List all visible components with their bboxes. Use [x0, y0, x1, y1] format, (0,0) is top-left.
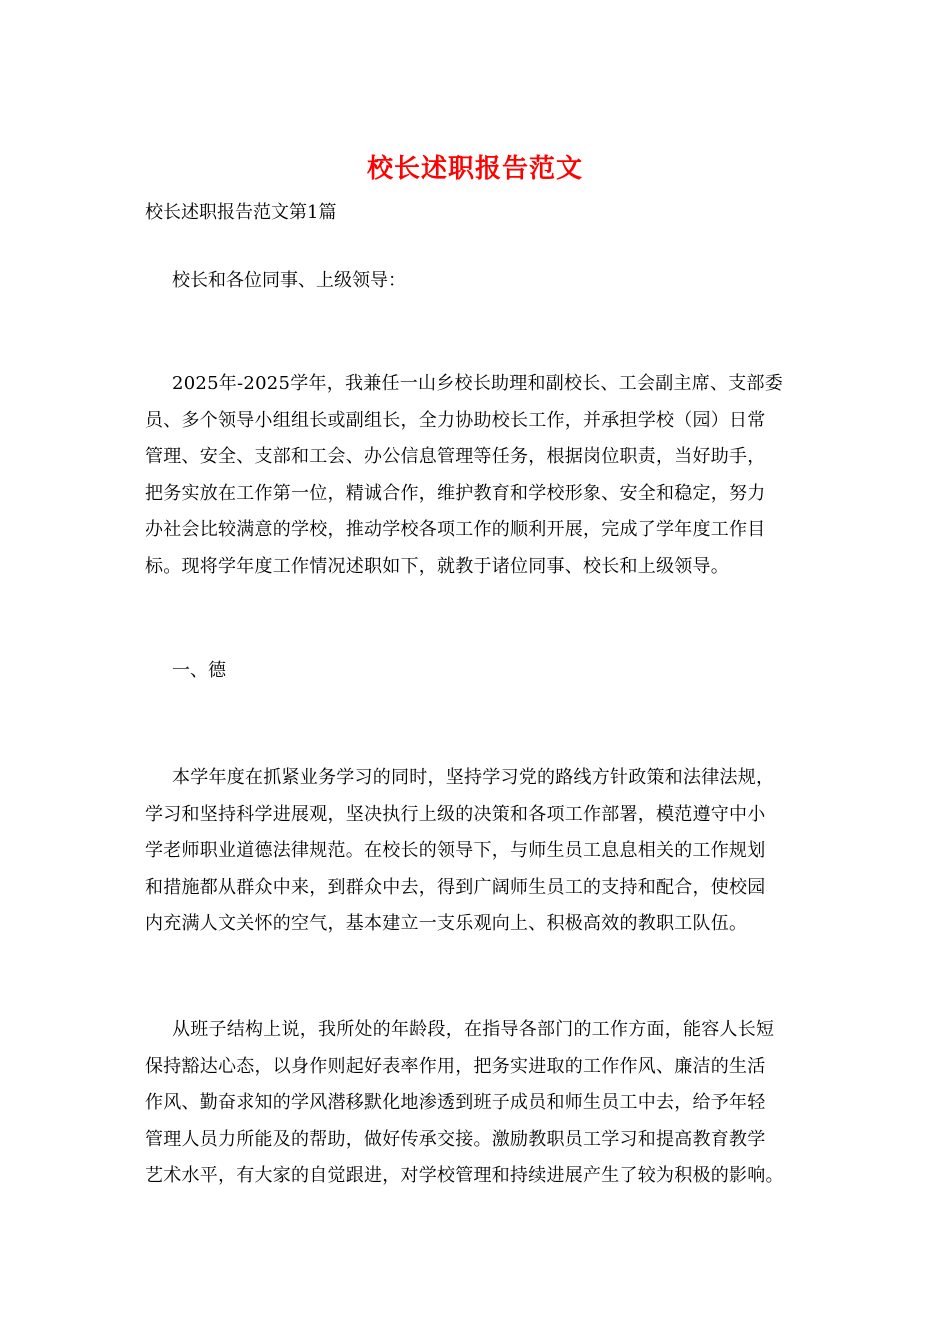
- section-heading: 一、德: [172, 660, 226, 681]
- paragraph-line: 从班子结构上说，我所处的年龄段，在指导各部门的工作方面，能容人长短: [172, 1019, 775, 1040]
- paragraph-line: 艺术水平，有大家的自觉跟进，对学校管理和持续进展产生了较为积极的影响。: [145, 1165, 784, 1186]
- paragraph-line: 2025年-2025学年，我兼任一山乡校长助理和副校长、工会副主席、支部委: [172, 373, 783, 394]
- paragraph-line: 办社会比较满意的学校，推动学校各项工作的顺利开展，完成了学年度工作目: [145, 519, 766, 540]
- paragraph-line: 和措施都从群众中来，到群众中去，得到广阔师生员工的支持和配合，使校园: [145, 876, 766, 898]
- paragraph-line: 把务实放在工作第一位，精诚合作，维护教育和学校形象、安全和稳定，努力: [145, 482, 766, 504]
- paragraph-line: 标。现将学年度工作情况述职如下，就教于诸位同事、校长和上级领导。: [145, 555, 729, 577]
- greeting-line: 校长和各位同事、上级领导：: [172, 270, 406, 291]
- paragraph-3: [145, 1012, 810, 1195]
- document-title: 校长述职报告范文: [366, 154, 583, 184]
- paragraph-1: [145, 366, 810, 585]
- paragraph-line: 管理人员力所能及的帮助，做好传承交接。激励教职员工学习和提高教育教学: [145, 1128, 766, 1150]
- paragraph-line: 作风、勤奋求知的学风潜移默化地渗透到班子成员和师生员工中去，给予年轻: [145, 1092, 766, 1113]
- paragraph-line: 员、多个领导小组组长或副组长，全力协助校长工作，并承担学校（园）日常: [145, 409, 766, 431]
- paragraph-line: 学老师职业道德法律规范。在校长的领导下，与师生员工息息相关的工作规划: [145, 840, 766, 861]
- document-subtitle: 校长述职报告范文第1篇: [145, 202, 337, 223]
- paragraph-line: 内充满人文关怀的空气，基本建立一支乐观向上、积极高效的教职工队伍。: [145, 913, 748, 934]
- paragraph-line: 本学年度在抓紧业务学习的同时，坚持学习党的路线方针政策和法律法规，: [172, 767, 775, 788]
- paragraph-line: 学习和坚持科学进展观，坚决执行上级的决策和各项工作部署，模范遵守中小: [145, 803, 766, 825]
- paragraph-line: 保持豁达心态，以身作则起好表率作用，把务实进取的工作作风、廉洁的生活: [145, 1055, 766, 1077]
- paragraph-line: 管理、安全、支部和工会、办公信息管理等任务，根据岗位职责，当好助手，: [145, 446, 766, 467]
- paragraph-2: [145, 760, 810, 943]
